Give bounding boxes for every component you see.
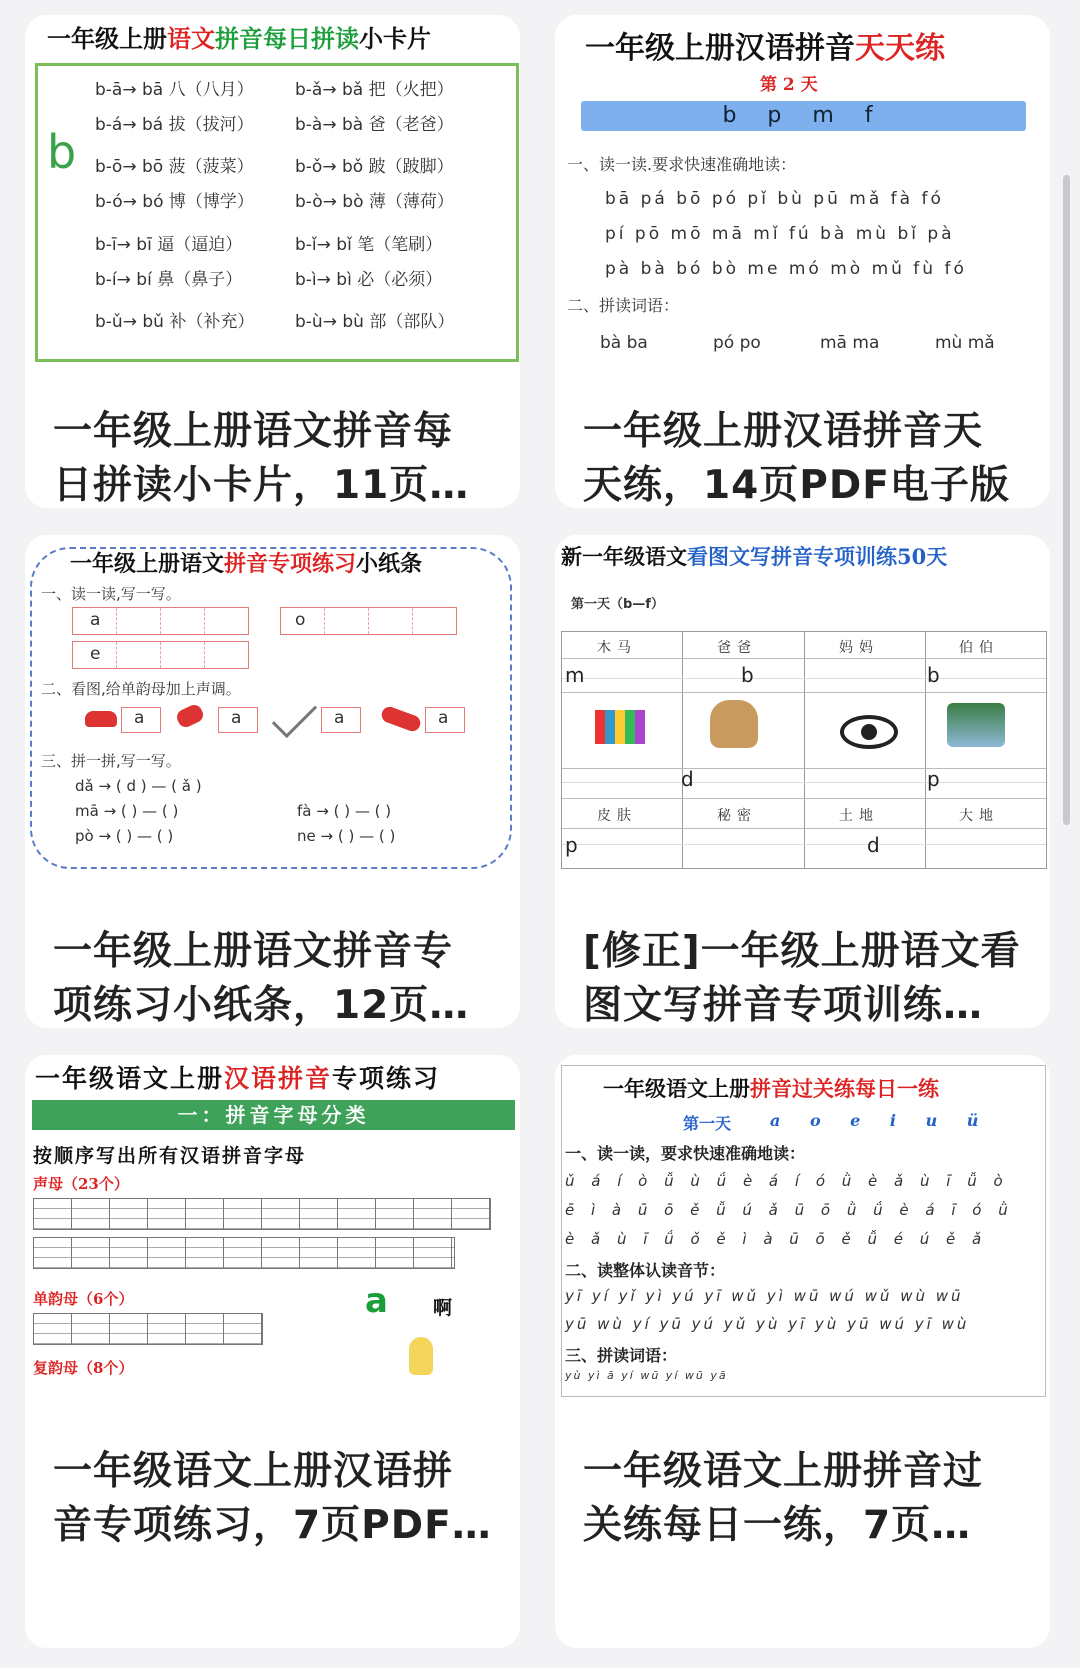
pinyin-row: b-ǐ→ bǐ 笔（笔刷）: [295, 235, 443, 255]
cell-letter: a: [438, 708, 449, 728]
big-letter: b: [47, 125, 77, 179]
pinyin-row: yū wù yí yū yú yǔ yù yī yù yū wú yī wù: [565, 1315, 970, 1333]
card-title[interactable]: 一年级上册汉语拼音天天练，14页PDF电子版: [583, 409, 1010, 508]
hint-letter: d: [681, 767, 694, 791]
card-thumbnail[interactable]: [25, 535, 520, 897]
group-label: 复韵母（8个）: [33, 1359, 134, 1377]
card-thumbnail[interactable]: [555, 1055, 1050, 1417]
thumb-heading: 一年级语文上册汉语拼音专项练习: [35, 1064, 441, 1093]
group-label: 声母（23个）: [33, 1175, 129, 1193]
section-heading: 三、拼一拼,写一写。: [41, 752, 181, 770]
pinyin-row: b-ì→ bì 必（必须）: [295, 270, 443, 290]
writing-lines: [33, 1313, 263, 1345]
word-item: mù mǎ: [935, 333, 995, 353]
hint-letter: b: [927, 663, 940, 687]
group-label: 单韵母（6个）: [33, 1290, 134, 1308]
pinyin-row: b-á→ bá 拔（拔河）: [95, 115, 254, 135]
pinyin-row: ē ì à ū ō ě ǚ ú ǎ ū ō ǜ ǘ è á ī ó ǜ: [565, 1201, 1014, 1219]
thumb-heading: 新一年级语文看图文写拼音专项训练50天: [561, 544, 948, 569]
card-thumbnail[interactable]: [555, 535, 1050, 897]
section-heading: 二、拼读词语：: [567, 296, 680, 315]
exercise-line: pò → ( ) — ( ): [75, 827, 174, 845]
pinyin-row: b-ù→ bù 部（部队）: [295, 312, 455, 332]
card-thumbnail[interactable]: [25, 15, 520, 377]
pinyin-row: è ǎ ù ī ǘ ǒ ě ì à ū ō ě ǚ é ú ě ǎ: [565, 1230, 988, 1248]
writing-cells: [280, 607, 457, 635]
section-heading: 一、读一读，要求快速准确地读：: [565, 1144, 806, 1163]
pinyin-row: b-ó→ bó 博（博学）: [95, 192, 254, 212]
pinyin-grid-row: pí pō mō mā mǐ fú bà mù bǐ pà: [605, 224, 955, 244]
instruction: 按顺序写出所有汉语拼音字母: [33, 1145, 307, 1167]
exercise-line: mā → ( ) — ( ): [75, 802, 179, 820]
pinyin-row: b-í→ bí 鼻（鼻子）: [95, 270, 243, 290]
girl-icon: [409, 1337, 433, 1375]
cell-letter: a: [231, 708, 242, 728]
section-heading: 一、读一读.要求快速准确地读：: [567, 155, 797, 174]
card-title[interactable]: 一年级上册语文拼音专项练习小纸条，12页: [53, 929, 454, 1028]
waterfall-icon: [947, 703, 1005, 747]
car-icon: [85, 711, 117, 727]
writing-lines: [33, 1198, 491, 1230]
word-item: bà ba: [600, 333, 648, 353]
pinyin-row: b-à→ bà 爸（老爸）: [295, 115, 454, 135]
resource-card[interactable]: [555, 535, 1050, 1028]
hint-letter: b: [741, 663, 754, 687]
word-header: 爸爸: [717, 640, 757, 656]
word-header: 伯伯: [959, 640, 999, 656]
exercise-line: ne → ( ) — ( ): [297, 827, 396, 845]
resource-card[interactable]: [25, 15, 520, 508]
cell-letter: o: [295, 610, 306, 630]
word-header: 妈妈: [839, 640, 879, 656]
cell-letter: a: [334, 708, 345, 728]
pinyin-row: b-ō→ bō 菠（菠菜）: [95, 157, 254, 177]
day-label: 第一天（b—f）: [571, 597, 664, 612]
section-heading: 三、拼读词语：: [565, 1346, 678, 1365]
thumb-heading: 一年级上册语文拼音专项练习小纸条: [70, 551, 423, 577]
exercise-table: [561, 631, 1047, 869]
card-title[interactable]: 一年级语文上册拼音过关练每日一练，7页: [583, 1449, 984, 1548]
letter-bar: b p m f: [581, 101, 1026, 131]
pinyin-row: ǔ á í ò ǚ ù ǘ è á í ó ǜ è ǎ ù ī ǚ ò: [565, 1172, 1009, 1190]
section-heading: 一、读一读,写一写。: [41, 585, 181, 603]
card-thumbnail[interactable]: [555, 15, 1050, 377]
resource-card[interactable]: [25, 1055, 520, 1648]
resource-card[interactable]: [555, 1055, 1050, 1648]
day-label: 第一天: [683, 1114, 732, 1133]
pinyin-row: b-ǎ→ bǎ 把（火把）: [295, 80, 454, 100]
flour-bag-icon: [710, 700, 758, 748]
pinyin-row: b-ā→ bā 八（八月）: [95, 80, 254, 100]
eye-icon: [840, 715, 898, 749]
section-band: 一：拼音字母分类: [32, 1100, 515, 1130]
word-item: mā ma: [820, 333, 880, 353]
pinyin-row: b-ī→ bī 逼（逼迫）: [95, 235, 243, 255]
word-header: 土地: [839, 808, 879, 824]
sound-char: 啊: [433, 1297, 453, 1319]
hint-letter: m: [565, 663, 585, 687]
day-label: 第 2 天: [760, 75, 818, 95]
word-header: 皮肤: [597, 808, 637, 824]
hint-letter: d: [867, 833, 880, 857]
vowel-list: a o e i u ü: [770, 1111, 991, 1130]
hint-letter: p: [927, 767, 940, 791]
resource-card[interactable]: [555, 15, 1050, 508]
pinyin-grid-row: bā pá bō pó pǐ bù pū mǎ fà fó: [605, 189, 944, 209]
card-title[interactable]: [修正]一年级上册语文看图文写拼音专项训练: [583, 929, 1021, 1028]
scrollbar[interactable]: [1063, 175, 1070, 825]
writing-lines: [33, 1237, 455, 1269]
pinyin-grid-row: pà bà bó bò me mó mò mǔ fù fó: [605, 259, 967, 279]
big-letter: a: [365, 1281, 388, 1321]
word-header: 大地: [959, 808, 999, 824]
cell-letter: e: [90, 644, 101, 664]
cell-letter: a: [134, 708, 145, 728]
exercise-line: fà → ( ) — ( ): [297, 802, 392, 820]
card-title[interactable]: 一年级语文上册汉语拼音专项练习，7页PDF: [53, 1449, 454, 1548]
card-title[interactable]: 一年级上册语文拼音每日拼读小卡片，11页: [53, 409, 454, 508]
hint-letter: p: [565, 833, 578, 857]
crayons-icon: [595, 710, 645, 744]
pinyin-row: b-ǒ→ bǒ 跛（跛脚）: [295, 157, 454, 177]
pinyin-row: yī yí yǐ yì yú yī wǔ yì wū wú wǔ wù wū: [565, 1287, 964, 1305]
pinyin-row: b-ǔ→ bǔ 补（补充）: [95, 312, 255, 332]
pinyin-row: yù yì ā yí wū yí wū yā: [565, 1369, 728, 1382]
thumb-heading: 一年级语文上册拼音过关练每日一练: [603, 1076, 939, 1101]
word-item: pó po: [713, 333, 761, 353]
thumb-heading: 一年级上册汉语拼音天天练: [585, 31, 945, 66]
word-header: 秘密: [717, 808, 757, 824]
resource-card[interactable]: [25, 535, 520, 1028]
word-header: 木马: [597, 640, 637, 656]
exercise-line: dǎ → ( d ) — ( ǎ ): [75, 777, 202, 795]
card-thumbnail[interactable]: [25, 1055, 520, 1417]
section-heading: 二、看图,给单韵母加上声调。: [41, 680, 241, 698]
section-heading: 二、读整体认读音节：: [565, 1261, 726, 1280]
thumb-heading: 一年级上册语文拼音每日拼读小卡片: [47, 24, 431, 53]
pinyin-row: b-ò→ bò 薄（薄荷）: [295, 192, 454, 212]
cell-letter: a: [90, 610, 101, 630]
